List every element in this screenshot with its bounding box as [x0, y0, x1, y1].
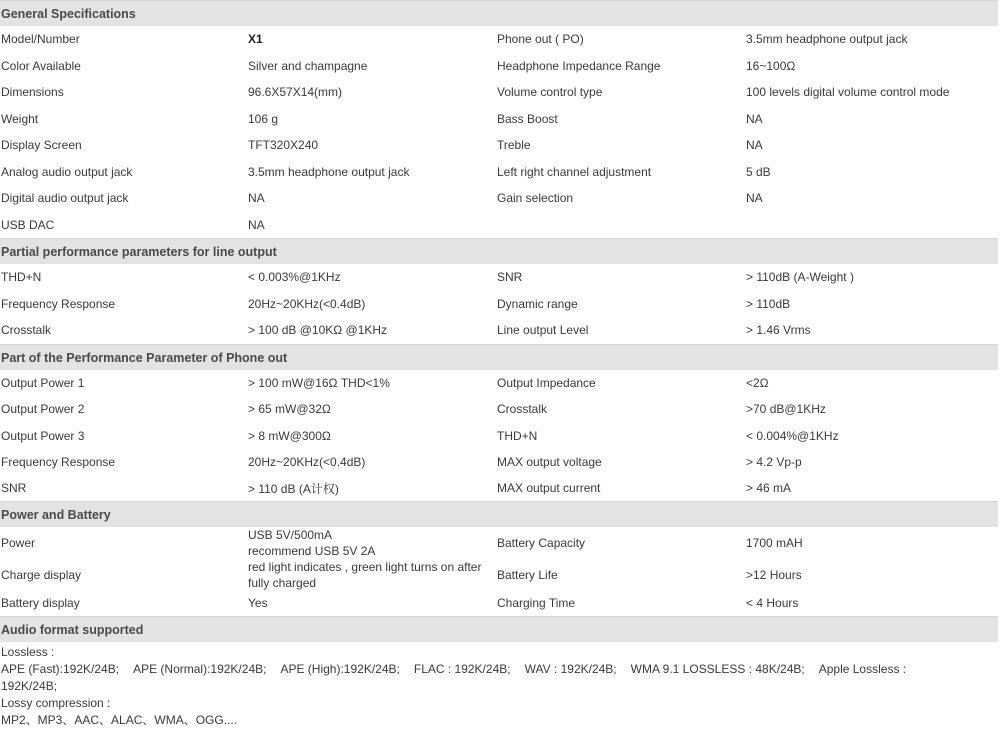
spec-value: 3.5mm headphone output jack — [746, 32, 908, 47]
spec-value: 5 dB — [746, 164, 771, 179]
lossless-format: FLAC : 192K/24B; — [413, 661, 511, 676]
phone-out-table — [0, 370, 998, 501]
spec-row — [0, 423, 998, 450]
spec-value: >12 Hours — [746, 567, 802, 582]
spec-value: > 4.2 Vp-p — [746, 455, 802, 470]
spec-label: Line output Level — [497, 323, 589, 338]
lossy-format-list: MP2、MP3、AAC、ALAC、WMA、OGG.... — [1, 712, 238, 727]
spec-value: Silver and champagne — [248, 58, 368, 73]
spec-label: Power — [1, 535, 36, 550]
spec-value: NA — [248, 191, 265, 206]
spec-row — [0, 264, 998, 291]
spec-value: > 46 mA — [746, 481, 792, 495]
spec-row — [0, 591, 998, 616]
power-battery-table — [0, 527, 998, 616]
spec-row — [0, 53, 998, 80]
spec-label: MAX output voltage — [497, 455, 602, 470]
spec-row — [0, 317, 998, 344]
spec-value: 96.6X57X14(mm) — [248, 85, 343, 100]
line-output-table — [0, 264, 998, 344]
spec-label: MAX output current — [497, 481, 601, 495]
spec-value: 20Hz~20KHz(<0.4dB) — [248, 296, 366, 311]
spec-value: X1 — [248, 32, 263, 47]
spec-value: > 100 dB @10KΩ @1KHz — [248, 323, 388, 338]
section-header-power: Power and Battery — [0, 501, 998, 527]
spec-label: Model/Number — [1, 32, 80, 47]
lossless-format: APE (Normal):192K/24B; — [133, 661, 267, 676]
spec-label: Weight — [1, 111, 39, 126]
spec-label: SNR — [497, 270, 523, 285]
audio-format-block — [0, 642, 998, 729]
spec-value: 100 levels digital volume control mode — [746, 85, 950, 100]
spec-value: < 4 Hours — [746, 596, 799, 610]
spec-value: > 110 dB (A计权) — [248, 481, 339, 496]
spec-row — [0, 26, 998, 53]
spec-value: > 1.46 Vrms — [746, 323, 811, 338]
spec-value: 20Hz~20KHz(<0.4dB) — [248, 455, 366, 470]
lossless-format: Apple Lossless : — [818, 661, 907, 676]
spec-value: 3.5mm headphone output jack — [248, 164, 410, 179]
lossy-label: Lossy compression : — [1, 695, 111, 710]
spec-value: NA — [746, 191, 763, 206]
spec-row — [0, 559, 998, 591]
spec-label: Frequency Response — [1, 455, 116, 470]
spec-label: Dimensions — [1, 85, 64, 100]
spec-row — [0, 370, 998, 397]
section-header-line-output: Partial performance parameters for line output — [0, 238, 998, 264]
spec-row — [0, 396, 998, 423]
lossless-format-list — [1, 661, 998, 678]
spec-value: 16~100Ω — [746, 58, 796, 73]
spec-label: Dynamic range — [497, 296, 578, 311]
spec-value: NA — [248, 217, 265, 232]
spec-label: Phone out ( PO) — [497, 32, 584, 47]
spec-label: Bass Boost — [497, 111, 558, 126]
spec-label: Left right channel adjustment — [497, 164, 652, 179]
spec-value: NA — [746, 111, 763, 126]
spec-row — [0, 159, 998, 186]
spec-label: Gain selection — [497, 191, 574, 206]
spec-value: <2Ω — [746, 375, 769, 390]
spec-label: Output Power 1 — [1, 375, 85, 390]
general-spec-table — [0, 26, 998, 238]
spec-row — [0, 185, 998, 212]
spec-row — [0, 291, 998, 318]
spec-label: Analog audio output jack — [1, 164, 133, 179]
spec-label: Output Power 3 — [1, 428, 85, 443]
spec-label: Crosstalk — [1, 323, 52, 338]
spec-label: Treble — [497, 138, 531, 153]
spec-label: Battery display — [1, 596, 80, 610]
spec-value: 106 g — [248, 111, 279, 126]
spec-label: Frequency Response — [1, 296, 116, 311]
lossless-format: WAV : 192K/24B; — [524, 661, 617, 676]
spec-value: > 110dB — [746, 296, 791, 311]
spec-label: Battery Capacity — [497, 535, 586, 550]
spec-value: 1700 mAH — [746, 535, 803, 550]
spec-label: Output Impedance — [497, 375, 596, 390]
lossless-format: WMA 9.1 LOSSLESS : 48K/24B; — [630, 661, 805, 676]
spec-label: Charge display — [1, 567, 82, 582]
spec-label: Digital audio output jack — [1, 191, 129, 206]
spec-row — [0, 449, 998, 476]
spec-value: Yes — [248, 596, 268, 610]
spec-row — [0, 476, 998, 501]
spec-value: red light indicates , green light turns on after fully charged — [248, 559, 482, 590]
spec-label: Color Available — [1, 58, 81, 73]
spec-value: < 0.003%@1KHz — [248, 270, 341, 285]
spec-value: USB 5V/500mA recommend USB 5V 2A — [248, 527, 376, 558]
spec-label: THD+N — [497, 428, 538, 443]
section-header-audio: Audio format supported — [0, 616, 998, 642]
lossless-label: Lossless : — [1, 644, 55, 659]
spec-row — [0, 212, 998, 239]
spec-label: Charging Time — [497, 596, 576, 610]
lossless-format: APE (Fast):192K/24B; — [1, 661, 120, 676]
spec-label: Headphone Impedance Range — [497, 58, 661, 73]
section-header-general: General Specifications — [0, 0, 998, 26]
spec-value: >70 dB@1KHz — [746, 402, 826, 417]
spec-label: Display Screen — [1, 138, 82, 153]
spec-label: Battery Life — [497, 567, 558, 582]
spec-label: SNR — [1, 481, 27, 495]
spec-row — [0, 106, 998, 133]
spec-row — [0, 527, 998, 559]
spec-value: > 100 mW@16Ω THD<1% — [248, 375, 390, 390]
section-header-phone-out: Part of the Performance Parameter of Phone out — [0, 344, 998, 370]
spec-value: < 0.004%@1KHz — [746, 428, 839, 443]
spec-label: Crosstalk — [497, 402, 548, 417]
spec-value: NA — [746, 138, 763, 153]
lossless-format: APE (High):192K/24B; — [280, 661, 400, 676]
spec-label: USB DAC — [1, 217, 55, 232]
lossless-wrap: 192K/24B; — [1, 678, 58, 693]
spec-row — [0, 132, 998, 159]
spec-label: Output Power 2 — [1, 402, 85, 417]
spec-row — [0, 79, 998, 106]
spec-value: > 65 mW@32Ω — [248, 402, 331, 417]
spec-value: > 8 mW@300Ω — [248, 428, 331, 443]
spec-label: Volume control type — [497, 85, 603, 100]
spec-label: THD+N — [1, 270, 42, 285]
spec-value: > 110dB (A-Weight ) — [746, 270, 854, 285]
spec-value: TFT320X240 — [248, 138, 319, 153]
